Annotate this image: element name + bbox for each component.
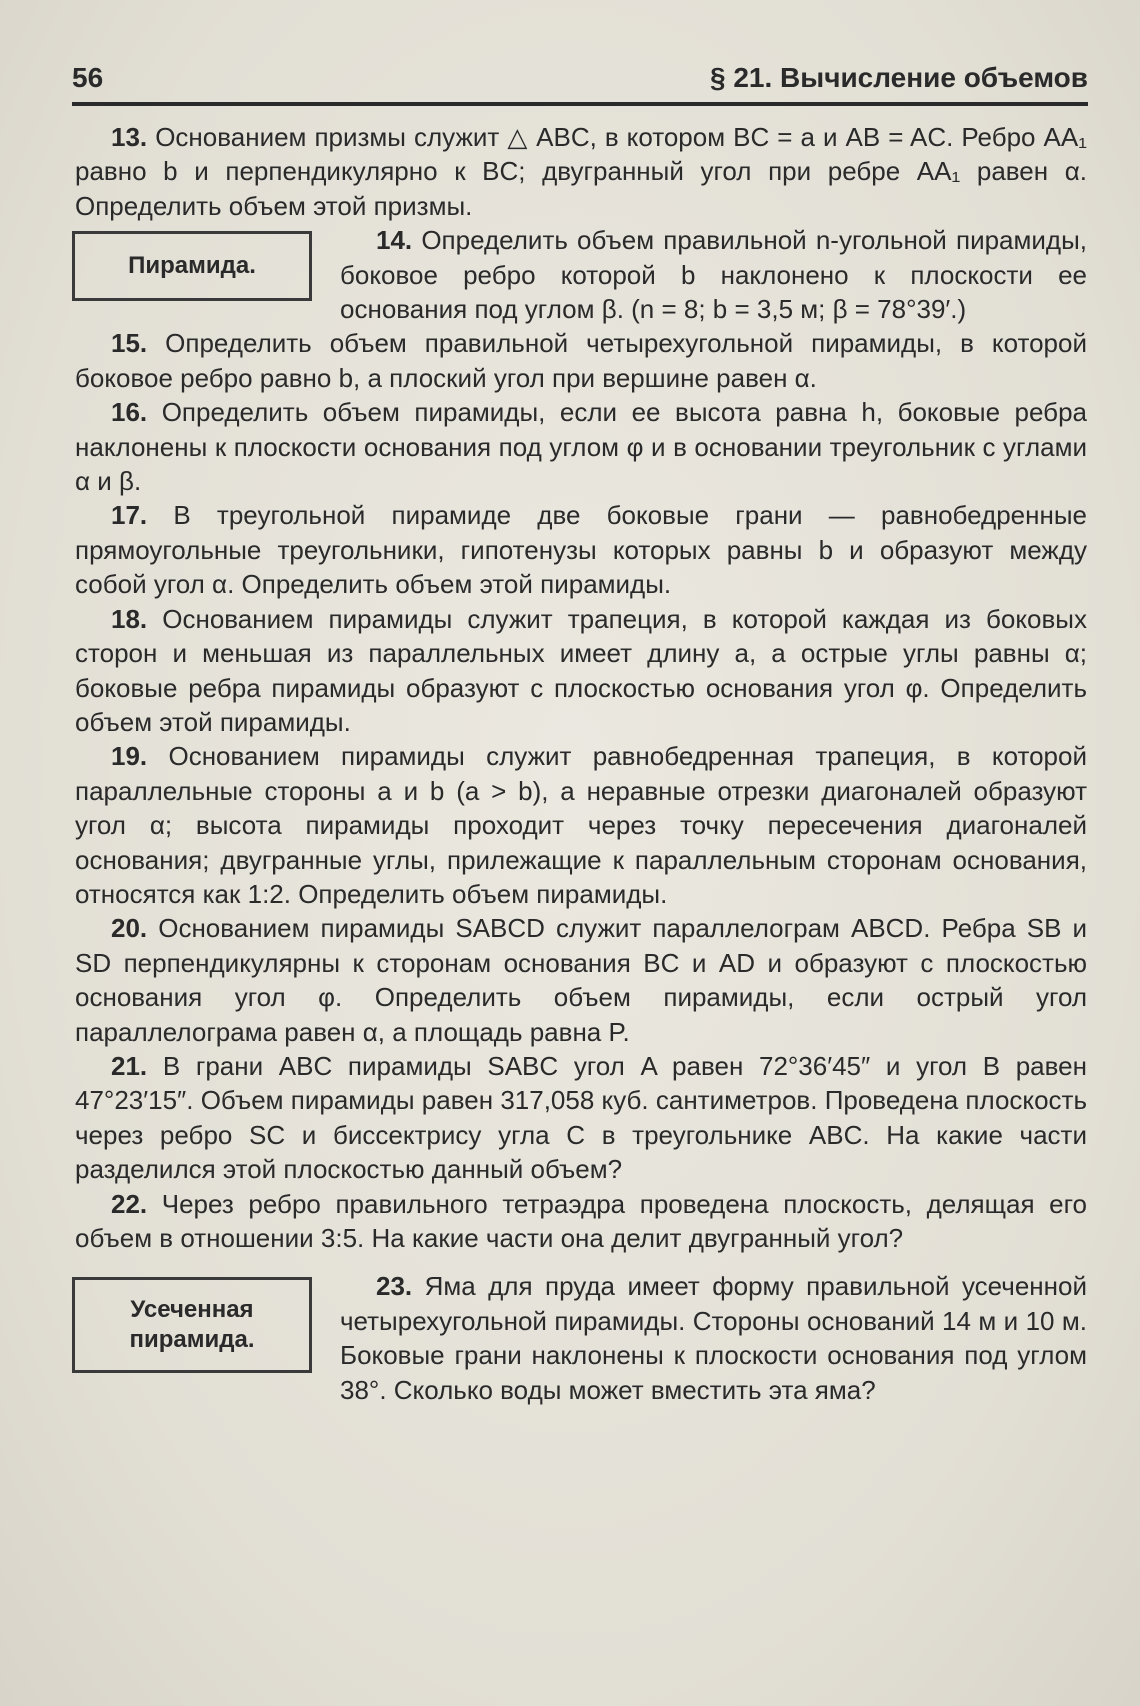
problem-text: Основанием призмы служит △ ABC, в котором BC = a и AB = AC. Ребро AA₁ равно b и перпендикулярно к BC; двугранный угол при ребре AA₁ равен α. Определить объем этой призмы. <box>75 122 1087 221</box>
page-number: 56 <box>72 62 104 93</box>
problem-number: 16. <box>111 397 148 428</box>
problem-text: В грани ABC пирамиды SABC угол A равен 72°36′45″ и угол B равен 47°23′15″. Объем пирамиды равен 317,058 куб. сантиметров. Проведена плоскость через ребро SC и биссектрису угла C в треугольнике ABC. На какие части разделился этой плоскостью данный объем? <box>75 1050 1087 1185</box>
problem-16 <box>75 395 1087 498</box>
problem-number: 19. <box>111 741 148 772</box>
problem-number: 21. <box>111 1050 148 1081</box>
problem-text: Определить объем правильной n-угольной пирамиды, боковое ребро которой b наклонено к плоскости ее основания под углом β. (n = 8; b = 3,5 м; β = 78°39′.) <box>340 225 1087 325</box>
problem-text: Определить объем пирамиды, если ее высота равна h, боковые ребра наклонены к плоскости основания под углом φ и в основании треугольник с углами α и β. <box>75 397 1087 497</box>
side-heading-label: Усеченная пирамида. <box>129 1296 255 1354</box>
problem-text: Основанием пирамиды SABCD служит параллелограм ABCD. Ребра SB и SD перпендикулярны к сторонам основания BC и AD и образуют с плоскостью основания угол φ. Определить объем пирамиды, если острый угол параллелограма равен α, а площадь равна P. <box>75 913 1087 1047</box>
problem-text: Основанием пирамиды служит равнобедренная трапеция, в которой параллельные стороны a и b (a > b), а неравные отрезки диагоналей образуют угол α; высота пирамиды проходит через точку пересечения диагоналей основания; двугранные углы, прилежащие к параллельным сторонам основания, относятся как 1:2. Определить объем пирамиды. <box>75 741 1087 909</box>
side-heading-label: Пирамида. <box>128 252 256 280</box>
problem-number: 14. <box>376 225 413 256</box>
problem-number: 13. <box>111 122 148 152</box>
problem-text: В треугольной пирамиде две боковые грани — равнобедренные прямоугольные треугольники, гипотенузы которых равны b и образуют между собой угол α. Определить объем этой пирамиды. <box>75 500 1087 600</box>
problem-15 <box>75 326 1087 395</box>
side-heading-pyramid <box>72 231 312 301</box>
problem-text: Определить объем правильной четырехугольной пирамиды, в которой боковое ребро равно b, а плоский угол при вершине равен α. <box>75 328 1087 393</box>
problem-text: Основанием пирамиды служит трапеция, в которой каждая из боковых сторон и меньшая из параллельных имеет длину a, а острые углы равны α; боковые ребра пирамиды образуют с плоскостью основания угол φ. Определить объем этой пирамиды. <box>75 603 1087 737</box>
problem-18 <box>75 602 1087 740</box>
section-title: § 21. Вычисление объемов <box>710 62 1088 93</box>
problem-19 <box>75 739 1087 911</box>
problem-list <box>75 120 1087 1407</box>
problem-17 <box>75 498 1087 601</box>
problem-20 <box>75 911 1087 1049</box>
problem-number: 17. <box>111 500 148 531</box>
problem-text: Яма для пруда имеет форму правильной усеченной четырехугольной пирамиды. Стороны оснований 14 м и 10 м. Боковые грани наклонены к плоскости основания под углом 38°. Сколько воды может вместить эта яма? <box>340 1271 1087 1405</box>
problem-21 <box>75 1049 1087 1187</box>
running-header <box>72 62 1088 98</box>
problem-number: 20. <box>111 913 148 944</box>
side-heading-truncated-pyramid <box>72 1277 312 1373</box>
header-rule <box>72 102 1088 106</box>
problem-13 <box>75 120 1087 223</box>
problem-number: 22. <box>111 1188 148 1219</box>
problem-number: 23. <box>376 1271 413 1302</box>
problem-22 <box>75 1187 1087 1256</box>
problem-text: Через ребро правильного тетраэдра проведена плоскость, делящая его объем в отношении 3:5. На какие части она делит двугранный угол? <box>75 1188 1087 1253</box>
problem-number: 15. <box>111 328 148 359</box>
problem-number: 18. <box>111 603 148 634</box>
